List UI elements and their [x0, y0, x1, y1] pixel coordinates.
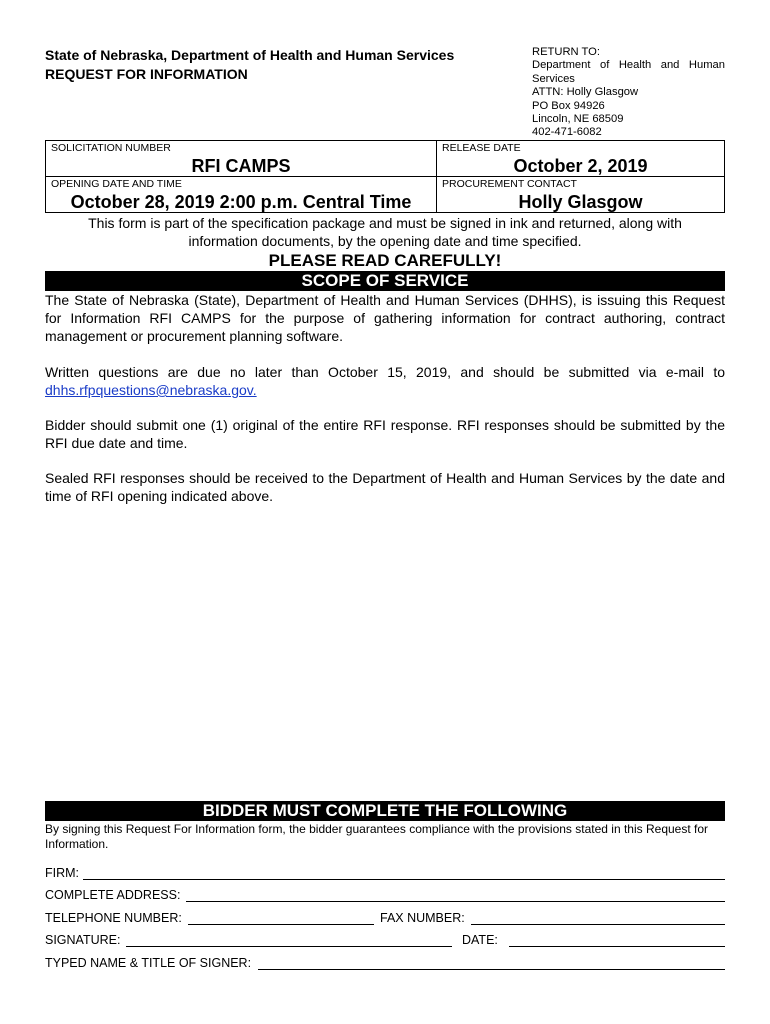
address-line[interactable] — [186, 901, 725, 902]
please-read-notice: PLEASE READ CAREFULLY! — [268, 251, 502, 270]
intro-line2: information documents, by the opening date and time specified. — [188, 233, 582, 249]
return-po-box: PO Box 94926 — [532, 99, 605, 112]
contact-value: Holly Glasgow — [518, 192, 643, 212]
return-attn: ATTN: Holly Glasgow — [532, 86, 639, 99]
document-header — [45, 46, 454, 84]
telephone-label: TELEPHONE NUMBER: — [45, 911, 182, 925]
solicitation-label: SOLICITATION NUMBER — [51, 142, 171, 154]
opening-label: OPENING DATE AND TIME — [51, 178, 182, 190]
return-line1: Department of Health and Human — [532, 59, 725, 72]
return-label: RETURN TO: — [532, 46, 600, 58]
intro-text — [45, 214, 725, 250]
bidder-statement: By signing this Request For Information form, the bidder guarantees compliance with the provisions stated in this Request for Information. — [45, 822, 709, 851]
address-label: COMPLETE ADDRESS: — [45, 888, 181, 902]
scope-paragraph-1: The State of Nebraska (State), Department of Health and Human Services (DHHS), is issuing this Request for Information RFI CAMPS for the purpose of gathering information for contract authoring, contract management or procurement planning software. — [45, 292, 725, 344]
typed-name-label: TYPED NAME & TITLE OF SIGNER: — [45, 956, 252, 970]
questions-email-link[interactable]: dhhs.rfpquestions@nebraska.gov. — [45, 382, 257, 398]
date-line[interactable] — [509, 946, 725, 947]
telephone-line[interactable] — [188, 924, 374, 925]
release-date-box — [436, 140, 725, 177]
return-city: Lincoln, NE 68509 — [532, 113, 624, 126]
intro-line1: This form is part of the specification package and must be signed in ink and returned, along with — [88, 215, 682, 231]
signature-line[interactable] — [126, 946, 452, 947]
solicitation-number-box — [45, 140, 437, 177]
contact-label: PROCUREMENT CONTACT — [442, 178, 577, 190]
firm-label: FIRM: — [45, 866, 80, 880]
firm-line[interactable] — [83, 879, 725, 880]
agency-name: State of Nebraska, Department of Health and Human Services — [45, 47, 455, 63]
form-title: REQUEST FOR INFORMATION — [45, 66, 248, 82]
scope-paragraph-4: Sealed RFI responses should be received to the Department of Health and Human Services by the date and time of RFI opening indicated above. — [45, 470, 725, 504]
opening-date-box — [45, 176, 437, 213]
return-address — [532, 46, 725, 140]
scope-paragraph-3: Bidder should submit one (1) original of the entire RFI response. RFI responses should be submitted by the RFI due date and time. — [45, 417, 725, 451]
questions-text: Written questions are due no later than October 15, 2019, and should be submitted via e-mail to — [45, 364, 725, 380]
release-label: RELEASE DATE — [442, 142, 521, 154]
release-value: October 2, 2019 — [513, 156, 648, 176]
date-label: DATE: — [462, 933, 498, 947]
fax-label: FAX NUMBER: — [380, 911, 465, 925]
return-line2: Services — [532, 72, 575, 85]
bidder-section-banner: BIDDER MUST COMPLETE THE FOLLOWING — [45, 801, 725, 821]
return-phone: 402-471-6082 — [532, 126, 602, 139]
procurement-contact-box — [436, 176, 725, 213]
scope-paragraph-2 — [45, 363, 725, 399]
solicitation-value: RFI CAMPS — [191, 156, 291, 176]
scope-of-service-banner: SCOPE OF SERVICE — [45, 271, 725, 291]
signature-label: SIGNATURE: — [45, 933, 121, 947]
fax-line[interactable] — [471, 924, 725, 925]
opening-value: October 28, 2019 2:00 p.m. Central Time — [70, 192, 412, 212]
typed-name-line[interactable] — [258, 969, 725, 970]
